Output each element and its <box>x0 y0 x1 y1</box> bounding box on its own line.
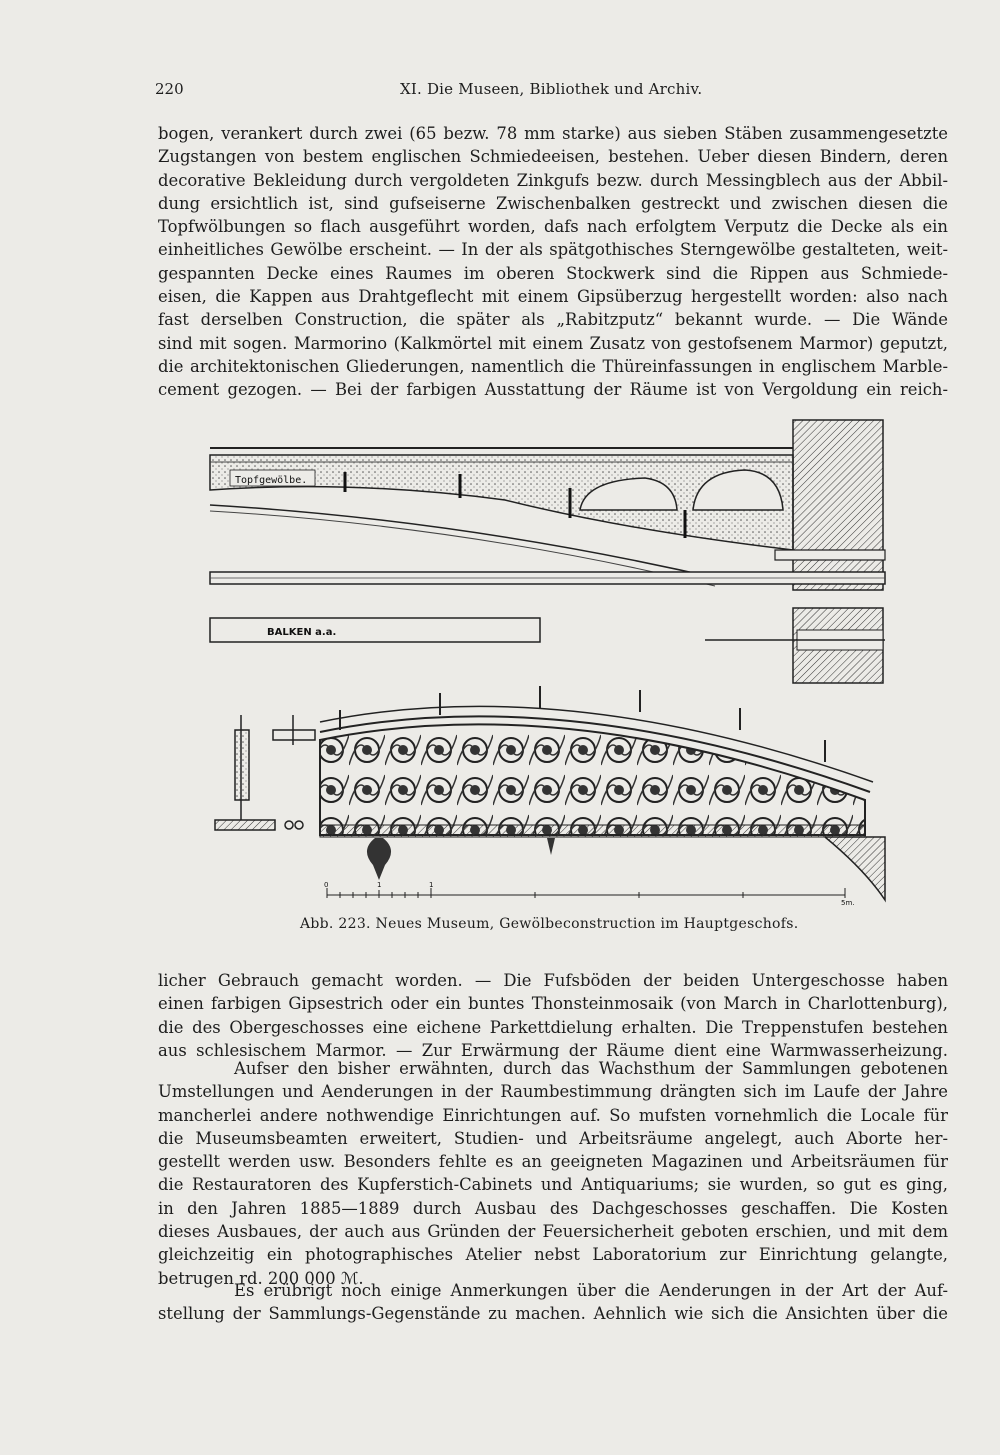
text-line: bogen, verankert durch zwei (65 bezw. 78 mm starke) aus sieben Stäben zusammengesetzte <box>158 124 948 143</box>
pendant-ornament <box>367 838 391 880</box>
paragraph-bottom-1 <box>158 969 948 1062</box>
page-number: 220 <box>155 80 184 98</box>
beam-balken <box>210 618 540 642</box>
scale-label: 1 <box>429 881 434 889</box>
text-line: fast derselben Construction, die später als „Rabitzputz“ bekannt wurde. — Die Wände <box>158 310 948 330</box>
text-line: einen farbigen Gipsestrich oder ein buntes Thonsteinmosaik (von March in Charlottenburg), <box>158 994 948 1014</box>
text-line: Zugstangen von bestem englischen Schmiedeeisen, bestehen. Ueber diesen Bindern, deren <box>158 147 948 167</box>
text-line: dung ersichtlich ist, sind gufseiserne Zwischenbalken gestreckt und zwischen diesen die <box>158 193 948 213</box>
text-line: die Restauratoren des Kupferstich-Cabinets und Antiquariums; sie wurden, so gut es ging, <box>158 1175 948 1195</box>
scale-label: 1 <box>377 881 382 889</box>
paragraph-bottom-2 <box>158 1057 948 1290</box>
text-line: Topfwölbungen so flach ausgeführt worden, dafs nach erfolgtem Verputz die Decke als ein <box>158 217 948 237</box>
text-line: eisen, die Kappen aus Drahtgeflecht mit einem Gipsüberzug hergestellt worden: also nach <box>158 287 948 307</box>
label-topfgewoelbe: Topfgewölbe. <box>235 475 308 486</box>
wall-section <box>793 420 883 590</box>
page-header <box>155 80 955 104</box>
running-title: XI. Die Museen, Bibliothek und Archiv. <box>400 80 703 98</box>
text-line: gespannten Decke eines Raumes im oberen Stockwerk sind die Rippen aus Schmiede- <box>158 263 948 283</box>
text-line: betrugen rd. 200 000 ℳ. <box>158 1268 364 1288</box>
text-line: Umstellungen und Aenderungen in der Raumbestimmung drängten sich im Laufe der Jahre <box>158 1082 948 1102</box>
text-line: gleichzeitig ein photographisches Atelier nebst Laboratorium zur Einrichtung gelangte, <box>158 1245 948 1265</box>
text-line: licher Gebrauch gemacht worden. — Die Fufsböden der beiden Untergeschosse haben <box>158 971 948 990</box>
scale-label: 0 <box>324 881 329 889</box>
text-line: die des Obergeschosses eine eichene Parkettdielung erhalten. Die Treppenstufen bestehen <box>158 1017 948 1037</box>
text-line: dieses Ausbaues, der auch aus Gründen der Feuersicherheit geboten erschien, und mit dem <box>158 1222 948 1242</box>
text-line: Es erübrigt noch einige Anmerkungen über die Aenderungen in der Art der Auf- <box>234 1281 948 1300</box>
text-line: aus schlesischem Marmor. — Zur Erwärmung der Räume dient eine Warmwasserheizung. <box>158 1040 948 1060</box>
bracket <box>825 837 885 900</box>
label-balken: BALKEN a.a. <box>267 627 337 638</box>
text-line: stellung der Sammlungs-Gegenstände zu machen. Aehnlich wie sich die Ansichten über die <box>158 1304 948 1324</box>
scale-bar <box>327 888 845 898</box>
text-line: Aufser den bisher erwähnten, durch das Wachsthum der Sammlungen gebotenen <box>234 1059 948 1078</box>
text-line: die architektonischen Gliederungen, namentlich die Thüreinfassungen in englischem Marble- <box>158 356 948 376</box>
text-line: sind mit sogen. Marmorino (Kalkmörtel mit einem Zusatz von gestofsenem Marmor) geputzt, <box>158 333 948 353</box>
text-line: gestellt werden usw. Besonders fehlte es an geeigneten Magazinen und Arbeitsräumen für <box>158 1152 948 1172</box>
text-line: einheitliches Gewölbe erscheint. — In der als spätgothisches Sterngewölbe gestalteten, weit- <box>158 240 948 260</box>
ornamental-arch <box>320 724 865 835</box>
text-line: decorative Bekleidung durch vergoldeten Zinkgufs bezw. durch Messingblech aus der Abbil- <box>158 170 948 190</box>
vault-drawing <box>205 410 905 910</box>
pendant-ornament <box>547 838 555 855</box>
text-line: in den Jahren 1885—1889 durch Ausbau des Dachgeschosses geschaffen. Die Kosten <box>158 1198 948 1218</box>
profile-detail <box>215 715 315 830</box>
figure-caption: Abb. 223. Neues Museum, Gewölbeconstruction im Hauptgeschofs. <box>300 916 799 932</box>
scale-label: 5m. <box>841 899 855 907</box>
text-line: cement gezogen. — Bei der farbigen Ausstattung der Räume ist von Vergoldung ein reich- <box>158 380 948 400</box>
text-line: die Museumsbeamten erweitert, Studien- und Arbeitsräume angelegt, auch Aborte her- <box>158 1128 948 1148</box>
paragraph-top <box>158 122 948 402</box>
text-line: mancherlei andere nothwendige Einrichtungen auf. So mufsten vornehmlich die Locale für <box>158 1105 948 1125</box>
figure-vault-construction <box>205 410 905 910</box>
paragraph-bottom-3 <box>158 1279 948 1326</box>
